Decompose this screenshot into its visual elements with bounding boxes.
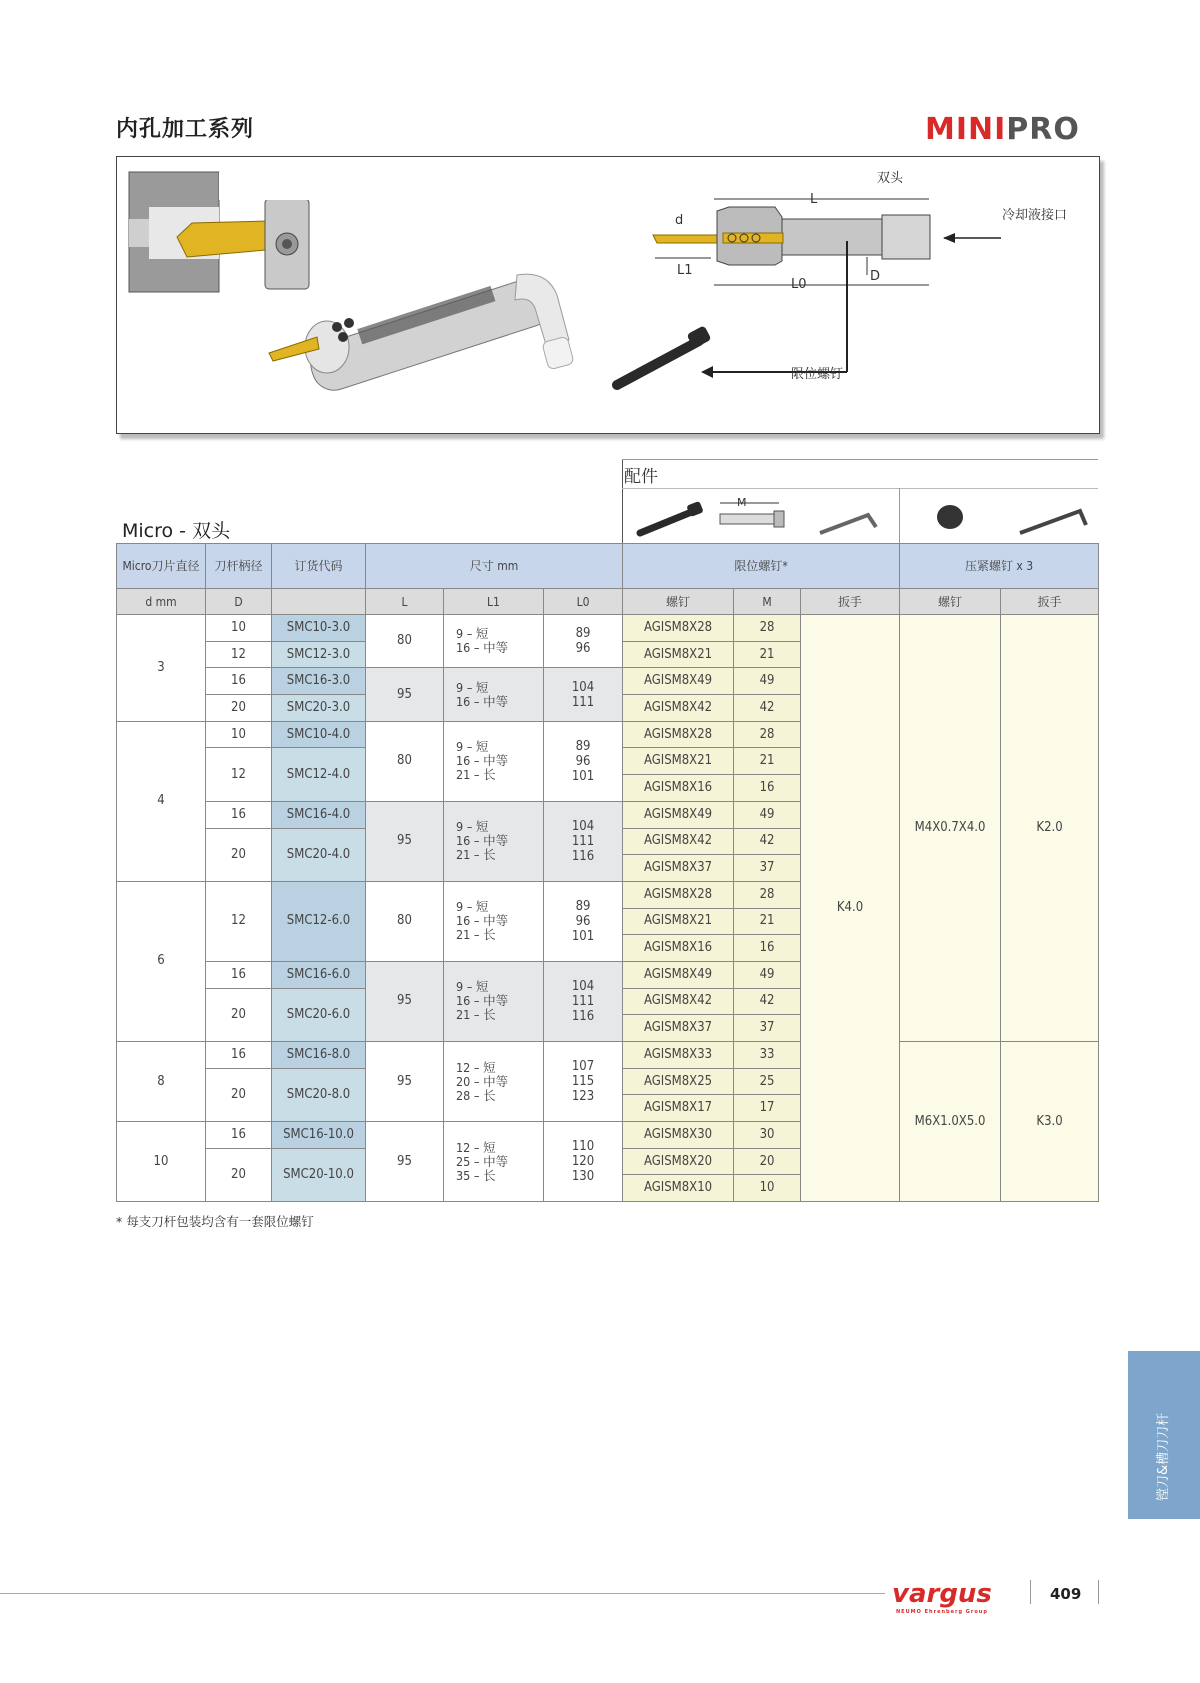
spec-table: [116, 543, 1099, 1202]
cell-stop-screw: AGISM8X49: [623, 668, 734, 695]
cell-set-wrench: K2.0: [1001, 615, 1099, 1042]
L0-value: 104: [571, 978, 595, 994]
L1-value: 9 – 短: [456, 899, 489, 915]
cell-stop-screw: AGISM8X28: [623, 721, 734, 748]
L1-value: 21 – 长: [456, 767, 496, 783]
cell-stop-screw-M: 28: [734, 881, 801, 908]
dim-l-label: L: [810, 192, 818, 207]
cell-L: 95: [366, 1122, 444, 1202]
dim-l0-label: L0: [791, 277, 807, 292]
cell-stop-screw-M: 25: [734, 1068, 801, 1095]
cell-order-code: SMC12-6.0: [272, 881, 366, 961]
cell-L1: [444, 615, 544, 668]
L0-value: 111: [571, 833, 595, 849]
cell-stop-screw-M: 16: [734, 775, 801, 802]
L0-value: 96: [575, 641, 591, 657]
cell-micro-dia: 10: [117, 1122, 206, 1202]
cell-shank-dia: 16: [206, 1122, 272, 1149]
L0-value: 123: [571, 1089, 595, 1105]
cell-order-code: SMC16-3.0: [272, 668, 366, 695]
L0-value: 104: [571, 679, 595, 695]
dim-l1-label: L1: [677, 263, 693, 278]
hex-key-icon: [820, 515, 876, 533]
sub-L0: L0: [544, 589, 623, 615]
col-micro-dia: Micro刀片直径: [117, 544, 206, 589]
brand-mini: MINI: [925, 112, 1007, 147]
footer-divider: [0, 1593, 885, 1594]
page-number: 409: [1050, 1585, 1082, 1603]
L1-value: 12 – 短: [456, 1059, 496, 1075]
cell-L1: [444, 1042, 544, 1122]
cell-set-screw: M4X0.7X4.0: [900, 615, 1001, 1042]
cell-shank-dia: 12: [206, 641, 272, 668]
set-screw-icon: [937, 505, 963, 529]
cell-micro-dia: 4: [117, 721, 206, 881]
L0-value: 89: [575, 626, 591, 642]
L0-value: 101: [571, 768, 595, 784]
coolant-label: 冷却液接口: [1002, 208, 1068, 223]
L1-value: 21 – 长: [456, 847, 496, 863]
boring-bar-3d-illustration: [269, 273, 574, 396]
cell-L: 95: [366, 801, 444, 881]
L0-value: 116: [571, 1008, 595, 1024]
double-head-label: 双头: [877, 171, 904, 186]
table-header-row: [117, 544, 1099, 589]
cell-stop-screw: AGISM8X42: [623, 988, 734, 1015]
cell-stop-screw-M: 20: [734, 1148, 801, 1175]
L1-value: 12 – 短: [456, 1139, 496, 1155]
col-dimensions: 尺寸 mm: [366, 544, 623, 589]
cell-shank-dia: 16: [206, 961, 272, 988]
cell-L: 80: [366, 615, 444, 668]
cell-L0: [544, 801, 623, 881]
cell-stop-screw-M: 42: [734, 828, 801, 855]
cell-order-code: SMC16-4.0: [272, 801, 366, 828]
L1-value: 9 – 短: [456, 979, 489, 995]
side-section-tab[interactable]: [1128, 1351, 1200, 1519]
cell-stop-screw-M: 17: [734, 1095, 801, 1122]
L0-value: 89: [575, 738, 591, 754]
L1-value: 28 – 长: [456, 1087, 496, 1103]
cell-stop-screw-M: 33: [734, 1042, 801, 1069]
cell-stop-screw: AGISM8X21: [623, 748, 734, 775]
cell-stop-screw-M: 21: [734, 748, 801, 775]
cell-stop-screw: AGISM8X37: [623, 1015, 734, 1042]
cell-stop-screw-M: 16: [734, 935, 801, 962]
L0-value: 110: [571, 1139, 595, 1155]
hex-key-icon-2: [1020, 511, 1086, 533]
L0-value: 96: [575, 913, 591, 929]
cell-order-code: SMC20-8.0: [272, 1068, 366, 1121]
cell-stop-screw-M: 37: [734, 855, 801, 882]
cell-stop-screw: AGISM8X10: [623, 1175, 734, 1202]
sub-M: M: [734, 589, 801, 615]
cell-stop-screw: AGISM8X20: [623, 1148, 734, 1175]
L0-value: 111: [571, 993, 595, 1009]
cell-L: 95: [366, 1042, 444, 1122]
cell-L0: [544, 881, 623, 961]
stop-screw-illustration: [617, 325, 712, 385]
cell-stop-screw: AGISM8X49: [623, 801, 734, 828]
cell-stop-screw-M: 21: [734, 641, 801, 668]
cell-stop-screw: AGISM8X21: [623, 641, 734, 668]
L1-value: 16 – 中等: [456, 913, 509, 929]
cell-order-code: SMC12-3.0: [272, 641, 366, 668]
L0-value: 115: [571, 1074, 595, 1090]
brand-pro: PRO: [1006, 112, 1080, 147]
cell-stop-screw-M: 37: [734, 1015, 801, 1042]
cell-stop-screw: AGISM8X16: [623, 935, 734, 962]
stop-screw-label: 限位螺钉: [791, 367, 844, 382]
cell-stop-wrench: K4.0: [801, 615, 900, 1202]
accessory-icons: [624, 489, 1098, 543]
L1-value: 25 – 中等: [456, 1153, 509, 1169]
cell-stop-screw: AGISM8X33: [623, 1042, 734, 1069]
col-order-code: 订货代码: [272, 544, 366, 589]
bore-section-illustration: [129, 172, 309, 292]
cell-stop-screw-M: 30: [734, 1122, 801, 1149]
cell-L1: [444, 721, 544, 801]
cell-shank-dia: 20: [206, 695, 272, 722]
L0-value: 104: [571, 818, 595, 834]
cell-order-code: SMC10-4.0: [272, 721, 366, 748]
cell-stop-screw: AGISM8X16: [623, 775, 734, 802]
cell-stop-screw: AGISM8X25: [623, 1068, 734, 1095]
L1-value: 9 – 短: [456, 679, 489, 695]
table-row: [117, 1042, 1099, 1069]
cell-stop-screw: AGISM8X49: [623, 961, 734, 988]
cell-shank-dia: 16: [206, 668, 272, 695]
cell-stop-screw-M: 49: [734, 668, 801, 695]
cell-shank-dia: 16: [206, 801, 272, 828]
cell-shank-dia: 12: [206, 748, 272, 801]
cell-L1: [444, 961, 544, 1041]
cell-L0: [544, 668, 623, 721]
cell-shank-dia: 16: [206, 1042, 272, 1069]
cell-stop-screw-M: 28: [734, 721, 801, 748]
cell-stop-screw: AGISM8X28: [623, 881, 734, 908]
sub-L1: L1: [444, 589, 544, 615]
L0-value: 130: [571, 1169, 595, 1185]
cell-L1: [444, 801, 544, 881]
col-shank-dia: 刀杆柄径: [206, 544, 272, 589]
section-title: Micro - 双头: [122, 520, 231, 542]
accessory-m-label: M: [737, 496, 747, 509]
cell-stop-screw: AGISM8X37: [623, 855, 734, 882]
cell-stop-screw: AGISM8X21: [623, 908, 734, 935]
cell-order-code: SMC20-6.0: [272, 988, 366, 1041]
L1-value: 16 – 中等: [456, 640, 509, 656]
table-row: [117, 615, 1099, 642]
cell-order-code: SMC12-4.0: [272, 748, 366, 801]
L1-value: 16 – 中等: [456, 753, 509, 769]
cell-stop-screw: AGISM8X28: [623, 615, 734, 642]
cell-L1: [444, 881, 544, 961]
cell-order-code: SMC20-3.0: [272, 695, 366, 722]
side-tab-label: 镗刀&槽刀刀杆: [1156, 1412, 1171, 1501]
cell-stop-screw: AGISM8X30: [623, 1122, 734, 1149]
minipro-logo: [925, 112, 1080, 147]
sub-screw2: 螺钉: [900, 589, 1001, 615]
cell-order-code: SMC16-6.0: [272, 961, 366, 988]
cell-order-code: SMC20-4.0: [272, 828, 366, 881]
cell-L1: [444, 1122, 544, 1202]
L1-value: 21 – 长: [456, 1007, 496, 1023]
accessories-header: 配件: [624, 467, 658, 487]
cell-stop-screw-M: 42: [734, 695, 801, 722]
col-stop-screw: 限位螺钉*: [623, 544, 900, 589]
dim-d-label: d: [675, 213, 684, 228]
cell-shank-dia: 10: [206, 721, 272, 748]
L0-value: 116: [571, 848, 595, 864]
cell-order-code: SMC16-10.0: [272, 1122, 366, 1149]
sub-wrench2: 扳手: [1001, 589, 1099, 615]
cell-stop-screw: AGISM8X17: [623, 1095, 734, 1122]
cell-L: 80: [366, 881, 444, 961]
cell-shank-dia: 20: [206, 1068, 272, 1121]
page-title: 内孔加工系列: [116, 117, 255, 142]
L1-value: 9 – 短: [456, 626, 489, 642]
cell-stop-screw-M: 42: [734, 988, 801, 1015]
stop-screw-dimension-icon: [720, 503, 784, 527]
cell-stop-screw-M: 21: [734, 908, 801, 935]
L1-value: 9 – 短: [456, 739, 489, 755]
stop-screw-icon: [640, 501, 704, 533]
cell-shank-dia: 20: [206, 828, 272, 881]
sub-D: D: [206, 589, 272, 615]
cell-L: 80: [366, 721, 444, 801]
L1-value: 35 – 长: [456, 1167, 496, 1183]
cell-L1: [444, 668, 544, 721]
footnote: * 每支刀杆包装均含有一套限位螺钉: [116, 1214, 314, 1229]
cell-order-code: SMC20-10.0: [272, 1148, 366, 1201]
vargus-logo: [892, 1579, 992, 1615]
cell-L0: [544, 961, 623, 1041]
cell-micro-dia: 6: [117, 881, 206, 1041]
cell-stop-screw: AGISM8X42: [623, 695, 734, 722]
cell-L0: [544, 721, 623, 801]
group-label: NEUMO Ehrenberg Group: [896, 1609, 988, 1615]
L1-value: 16 – 中等: [456, 833, 509, 849]
L0-value: 101: [571, 928, 595, 944]
vargus-logo-text: vargus: [892, 1579, 992, 1609]
L0-value: 96: [575, 753, 591, 769]
sub-screw: 螺钉: [623, 589, 734, 615]
cell-L0: [544, 615, 623, 668]
cell-stop-screw-M: 49: [734, 961, 801, 988]
cell-order-code: SMC16-8.0: [272, 1042, 366, 1069]
cell-stop-screw: AGISM8X42: [623, 828, 734, 855]
cell-stop-screw-M: 49: [734, 801, 801, 828]
cell-shank-dia: 12: [206, 881, 272, 961]
cell-L0: [544, 1042, 623, 1122]
L0-value: 89: [575, 898, 591, 914]
cell-micro-dia: 3: [117, 615, 206, 722]
cell-shank-dia: 10: [206, 615, 272, 642]
table-subheader-row: [117, 589, 1099, 615]
sub-wrench: 扳手: [801, 589, 900, 615]
cell-L: 95: [366, 668, 444, 721]
product-illustration: [117, 157, 1099, 433]
sub-blank: [272, 589, 366, 615]
dim-d-bore-label: D: [870, 269, 881, 284]
cell-stop-screw-M: 10: [734, 1175, 801, 1202]
sub-L: L: [366, 589, 444, 615]
cell-shank-dia: 20: [206, 988, 272, 1041]
cell-L0: [544, 1122, 623, 1202]
cell-shank-dia: 20: [206, 1148, 272, 1201]
L1-value: 20 – 中等: [456, 1073, 509, 1089]
L0-value: 120: [571, 1154, 595, 1170]
cell-set-wrench: K3.0: [1001, 1042, 1099, 1202]
sub-dmm: d mm: [117, 589, 206, 615]
cell-order-code: SMC10-3.0: [272, 615, 366, 642]
L1-value: 16 – 中等: [456, 693, 509, 709]
dimension-drawing: [653, 199, 1001, 378]
L1-value: 9 – 短: [456, 819, 489, 835]
L0-value: 111: [571, 694, 595, 710]
cell-L: 95: [366, 961, 444, 1041]
cell-stop-screw-M: 28: [734, 615, 801, 642]
cell-micro-dia: 8: [117, 1042, 206, 1122]
cell-set-screw: M6X1.0X5.0: [900, 1042, 1001, 1202]
L1-value: 16 – 中等: [456, 993, 509, 1009]
product-figure: [116, 156, 1100, 434]
L0-value: 107: [571, 1059, 595, 1075]
col-set-screw: 压紧螺钉 x 3: [900, 544, 1099, 589]
L1-value: 21 – 长: [456, 927, 496, 943]
